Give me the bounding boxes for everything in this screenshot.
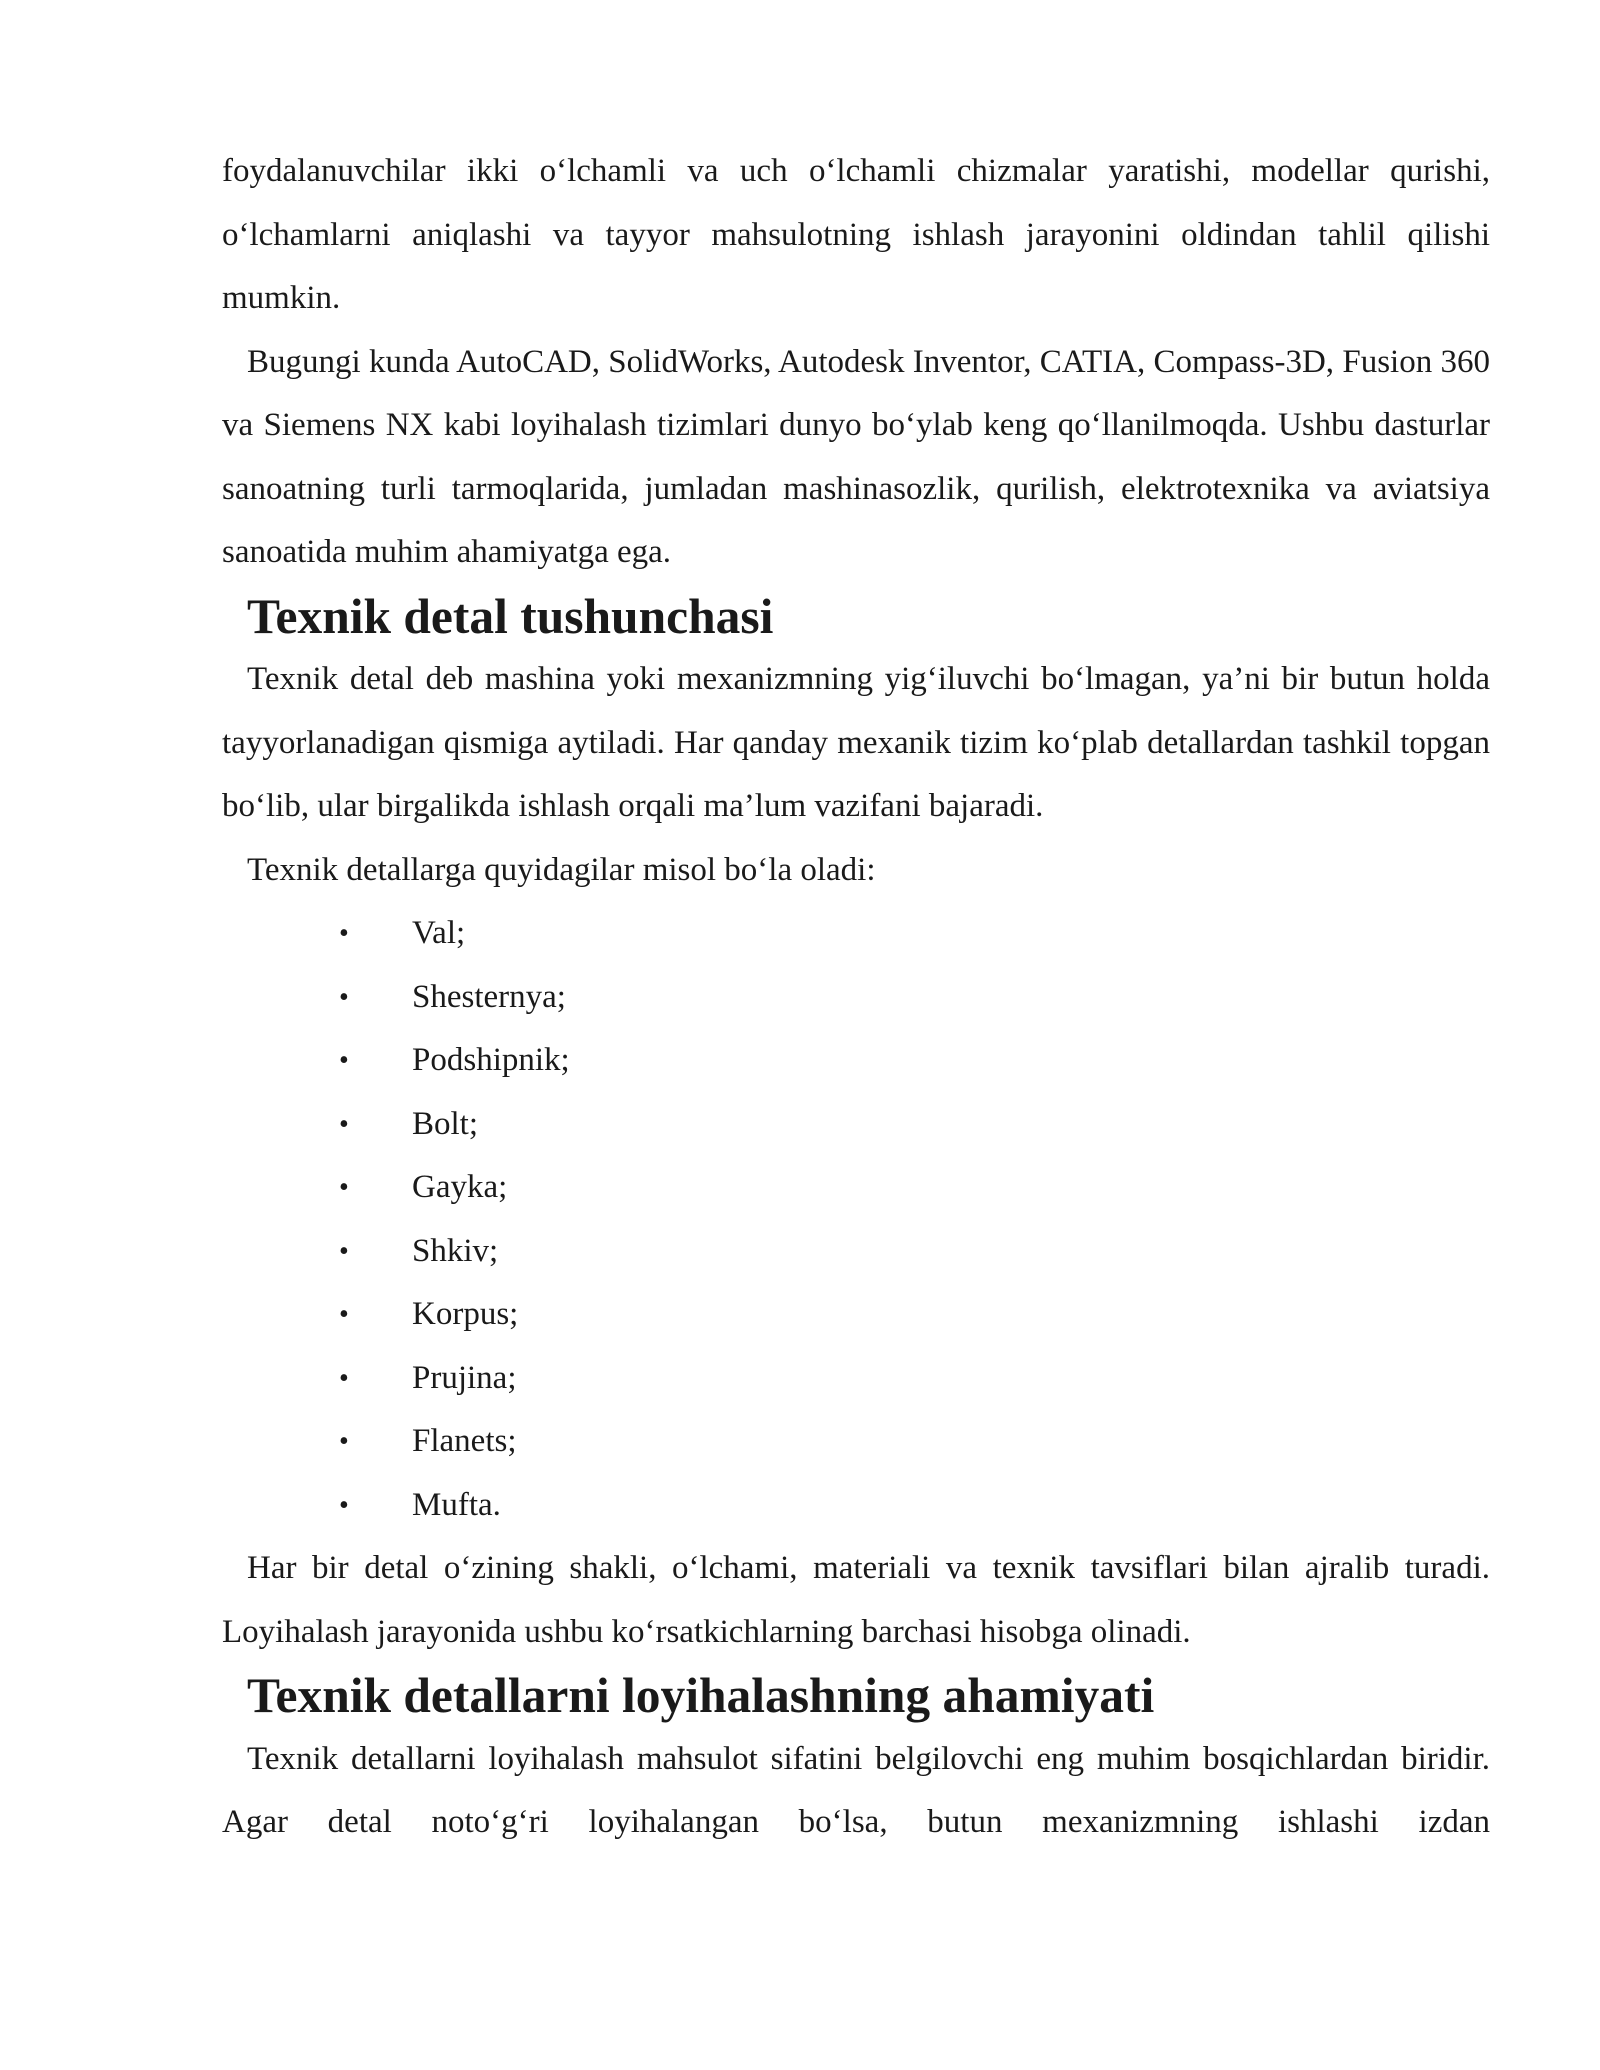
bullet-icon: • [339, 1172, 349, 1203]
list-item [222, 1474, 1490, 1538]
bullet-icon: • [339, 1299, 349, 1330]
list-item-text: Val; [412, 915, 466, 951]
bullet-icon: • [339, 918, 349, 949]
bullet-icon: • [339, 1108, 349, 1140]
list-item-text: Bolt; [412, 1105, 479, 1142]
paragraph-technical-part-definition: Texnik detal deb mashina yoki mexanizmning yig‘iluvchi bo‘lmagan, ya’ni bir butun holda tayyorlanadigan qismiga aytiladi. Har qanday mexanik tizim ko‘plab detallardan tashkil topgan bo‘lib, ular birgalikda ishlash orqali ma’lum vazifani bajaradi. [222, 661, 1490, 824]
list-item-text: Mufta. [412, 1486, 501, 1523]
technical-parts-list [222, 902, 1490, 1537]
list-item [222, 1156, 1490, 1220]
bullet-icon: • [339, 1489, 349, 1521]
list-item [222, 1029, 1490, 1093]
list-item-text: Podshipnik; [412, 1042, 570, 1078]
section-heading-technical-part: Texnik detal tushunchasi [247, 588, 774, 644]
list-item-text: Shkiv; [412, 1232, 499, 1269]
list-item [222, 1410, 1490, 1474]
list-item [222, 902, 1490, 966]
list-item-text: Shesternya; [412, 978, 566, 1015]
bullet-icon: • [339, 981, 349, 1013]
list-item [222, 966, 1490, 1030]
paragraph-intro-continuation: foydalanuvchilar ikki o‘lchamli va uch o‘lchamli chizmalar yaratishi, modellar qurishi, o‘lchamlarni aniqlashi va tayyor mahsulotning ishlash jarayonini oldindan tahlil qilishi mumkin. [222, 153, 1490, 316]
section-heading-design-importance: Texnik detallarni loyihalashning ahamiyati [247, 1668, 1155, 1723]
bullet-icon: • [339, 1045, 349, 1076]
list-item [222, 1093, 1490, 1157]
list-item [222, 1283, 1490, 1347]
paragraph-cad-systems: Bugungi kunda AutoCAD, SolidWorks, Autodesk Inventor, CATIA, Compass-3D, Fusion 360 va Siemens NX kabi loyihalash tizimlari dunyo bo‘ylab keng qo‘llanilmoqda. Ushbu dasturlar sanoatning turli tarmoqlarida, jumladan mashinasozlik, qurilish, elektrotexnika va aviatsiya sanoatida muhim ahamiyatga ega. [222, 343, 1490, 570]
paragraph-examples-intro: Texnik detallarga quyidagilar misol bo‘la oladi: [247, 851, 876, 888]
bullet-icon: • [339, 1235, 349, 1267]
paragraph-part-characteristics: Har bir detal o‘zining shakli, o‘lchami, materiali va texnik tavsiflari bilan ajralib turadi. Loyihalash jarayonida ushbu ko‘rsatkichlarning barchasi hisobga olinadi. [222, 1550, 1490, 1650]
bullet-icon: • [339, 1362, 349, 1394]
list-item-text: Gayka; [412, 1169, 508, 1205]
list-item-text: Korpus; [412, 1296, 519, 1332]
list-item [222, 1347, 1490, 1411]
paragraph-design-importance: Texnik detallarni loyihalash mahsulot sifatini belgilovchi eng muhim bosqichlardan biridir. Agar detal noto‘g‘ri loyihalangan bo‘lsa, butun mexanizmning ishlashi izdan [222, 1740, 1490, 1840]
list-item-text: Prujina; [412, 1359, 517, 1396]
bullet-icon: • [339, 1426, 349, 1457]
document-body [222, 140, 1490, 1855]
list-item [222, 1220, 1490, 1284]
list-item-text: Flanets; [412, 1423, 517, 1459]
